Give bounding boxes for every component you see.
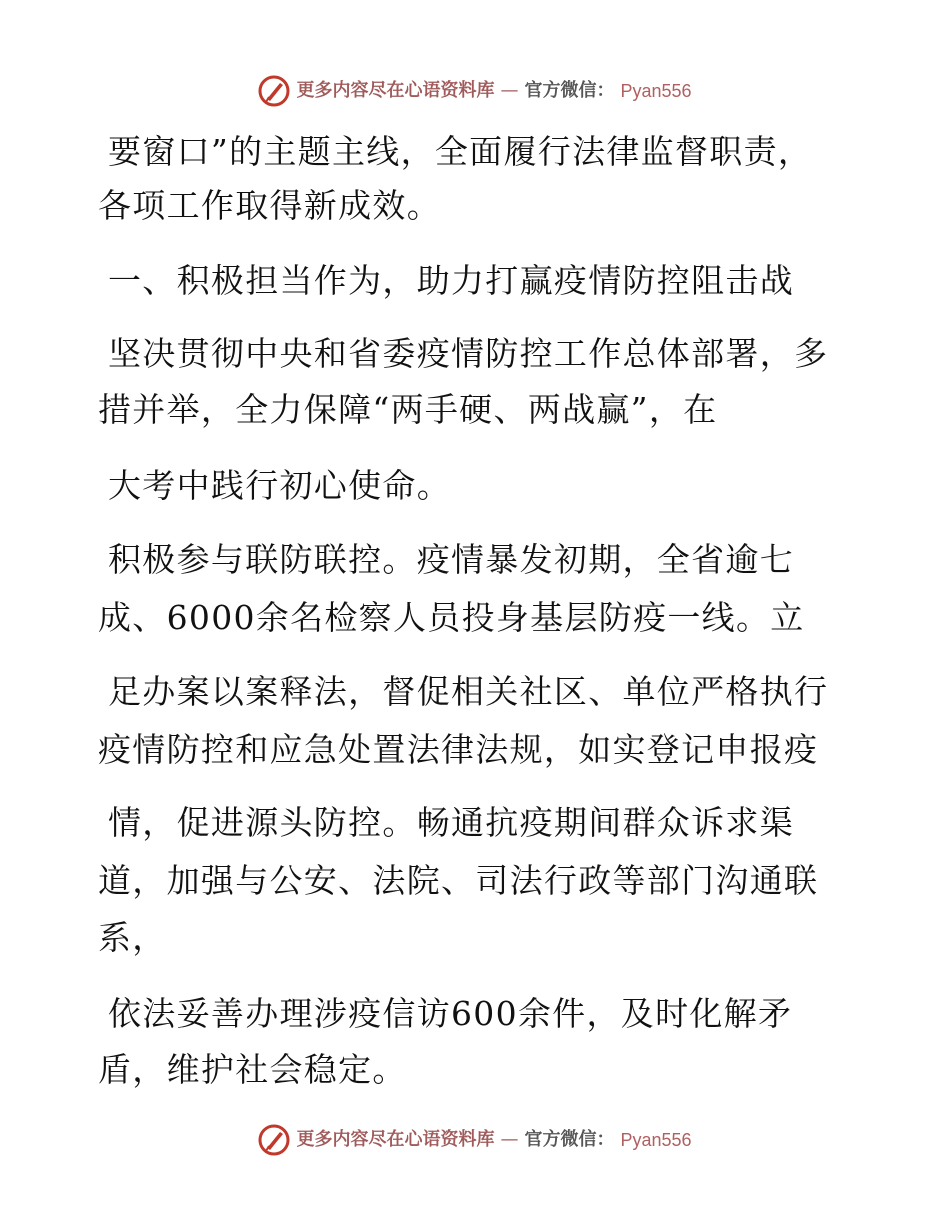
watermark-note: 官方微信： [524, 80, 615, 101]
watermark-note: 官方微信： [524, 1129, 615, 1150]
text-line: 坚决贯彻中央和省委疫情防控工作总体部署，多 [108, 334, 829, 373]
footer-watermark [0, 1120, 950, 1160]
watermark-id: Pyan556 [620, 81, 692, 101]
watermark-text: 更多内容尽在心语资料库 [296, 80, 495, 101]
text-line: 疫情防控和应急处置法律法规，如实登记申报疫 [98, 730, 819, 769]
watermark-id: Pyan556 [620, 1130, 692, 1150]
text-line: 盾，维护社会稳定。 [98, 1050, 407, 1089]
watermark-text: 更多内容尽在心语资料库 [296, 1129, 495, 1150]
section-heading: 一、积极担当作为，助力打赢疫情防控阻击战 [108, 261, 794, 300]
watermark-dash: — [500, 1129, 519, 1150]
text-line: 成、6000余名检察人员投身基层防疫一线。立 [98, 598, 805, 637]
text-line: 系， [98, 918, 167, 957]
text-line: 情，促进源头防控。畅通抗疫期间群众诉求渠 [108, 803, 794, 842]
text-line: 依法妥善办理涉疫信访600余件，及时化解矛 [108, 994, 793, 1033]
text-line: 大考中践行初心使命。 [108, 466, 451, 505]
text-line: 足办案以案释法，督促相关社区、单位严格执行 [108, 672, 829, 711]
text-line: 要窗口”的主题主线，全面履行法律监督职责， [108, 132, 813, 171]
text-line: 措并举，全力保障“两手硬、两战赢”，在 [98, 390, 718, 429]
text-line: 道，加强与公安、法院、司法行政等部门沟通联 [98, 861, 819, 900]
text-line: 各项工作取得新成效。 [98, 186, 441, 225]
quill-logo-icon [258, 1124, 290, 1156]
watermark-dash: — [500, 80, 519, 101]
text-line: 积极参与联防联控。疫情暴发初期，全省逾七 [108, 540, 794, 579]
